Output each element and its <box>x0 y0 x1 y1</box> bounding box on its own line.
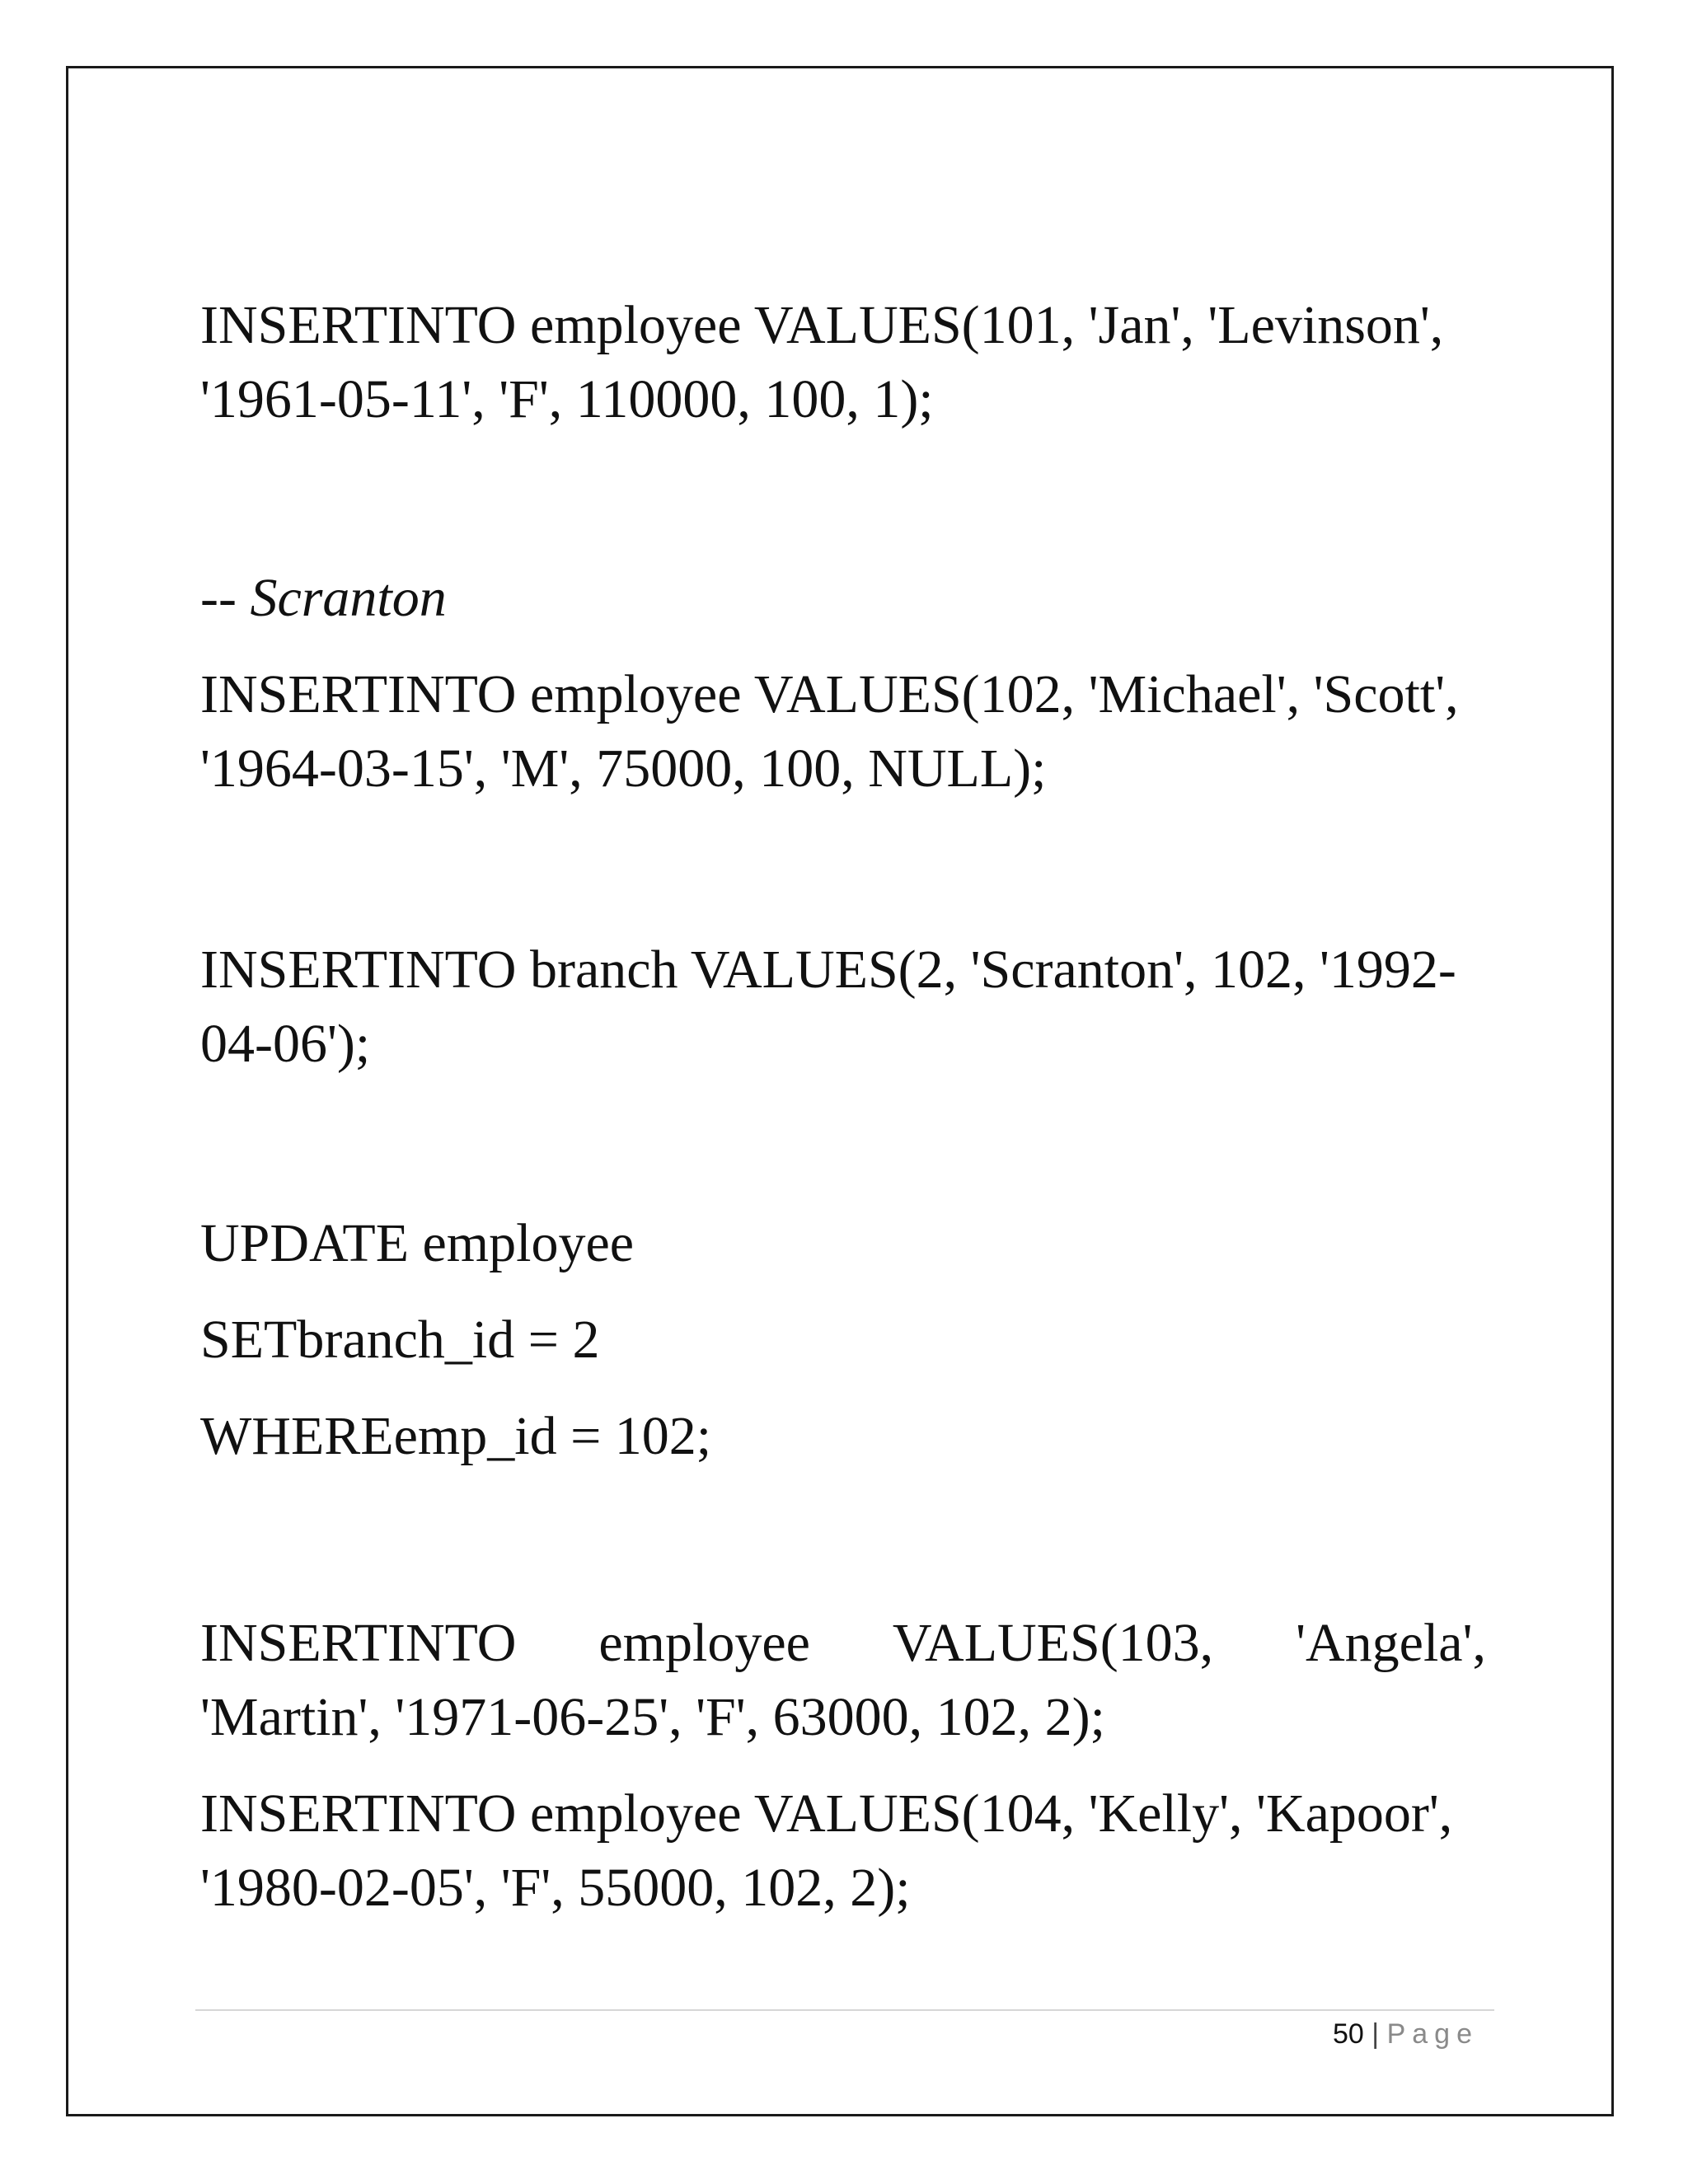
sql-line-5: INSERTINTO branch VALUES(2, 'Scranton', 102, '1992- <box>200 940 1456 1000</box>
justified-word: 'Angela', <box>1296 1613 1486 1673</box>
justified-word: INSERTINTO <box>200 1613 517 1673</box>
page-label: Page <box>1386 2018 1479 2050</box>
justified-word: VALUES(103, <box>892 1613 1214 1673</box>
footer-divider <box>195 2009 1494 2011</box>
page-footer <box>1333 2016 1479 2052</box>
sql-line-9: WHEREemp_id = 102; <box>200 1406 712 1466</box>
sql-line-10: 'Martin', '1971-06-25', 'F', 63000, 102, 2); <box>200 1687 1105 1747</box>
sql-line-2: '1961-05-11', 'F', 110000, 100, 1); <box>200 369 934 429</box>
sql-line-7: UPDATE employee <box>200 1213 635 1273</box>
sql-line-12: '1980-02-05', 'F', 55000, 102, 2); <box>200 1858 911 1918</box>
footer-separator: | <box>1372 2018 1380 2050</box>
page-number: 50 <box>1333 2018 1364 2050</box>
sql-line-6: 04-06'); <box>200 1014 371 1074</box>
sql-line-1: INSERTINTO employee VALUES(101, 'Jan', 'Levinson', <box>200 295 1444 355</box>
sql-line-8: SETbranch_id = 2 <box>200 1310 600 1370</box>
sql-line-4: '1964-03-15', 'M', 75000, 100, NULL); <box>200 738 1047 799</box>
sql-line-11: INSERTINTO employee VALUES(104, 'Kelly', 'Kapoor', <box>200 1783 1453 1844</box>
sql-line-3: INSERTINTO employee VALUES(102, 'Michael', 'Scott', <box>200 664 1459 724</box>
justified-word: employee <box>598 1613 810 1673</box>
sql-comment-scranton: -- Scranton <box>200 568 447 628</box>
sql-line-justified <box>200 1610 1486 1676</box>
